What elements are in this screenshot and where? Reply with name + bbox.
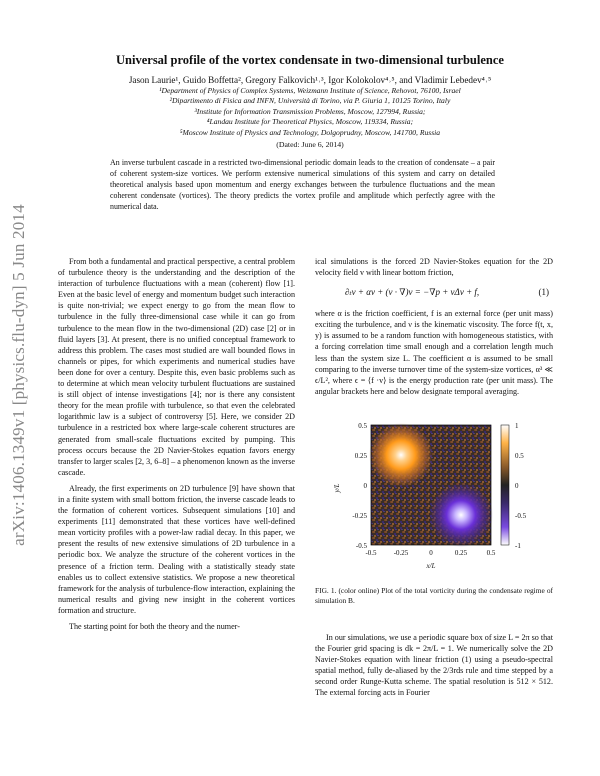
y-axis-label: y/L <box>333 483 341 493</box>
affiliation: ⁵Moscow Institute of Physics and Technology, Dolgoprudny, Moscow, 141700, Russia <box>179 127 441 137</box>
y-tick: 0.25 <box>354 452 367 460</box>
colorbar-tick: 0.5 <box>515 452 524 460</box>
colorbar-tick: 0 <box>515 482 519 490</box>
negative-vortex <box>429 483 493 547</box>
x-tick: 0.5 <box>486 549 496 557</box>
colorbar <box>501 425 509 545</box>
paragraph: The starting point for both the theory and the numer- <box>69 622 240 631</box>
paragraph: ical simulations is the forced 2D Navier-Stokes equation for the 2D velocity field v with linear bottom friction, <box>315 257 553 278</box>
paragraph: In our simulations, we use a periodic square box of size L = 2π so that the Fourier grid spacing is dk = 2π/L = 1. We numerically solve the 2D Navier-Stokes equation with linear friction (1) using a pseudo-spectral spatial method, fully de-aliased by the 2/3rds rule and time stepped by a second order Runge-Kutta scheme. The spatial resolution is 512 × 512. The external forcing acts in Fourier <box>315 633 553 698</box>
affiliation: ³Institute for Information Transmission Problems, Moscow, 127994, Russia; <box>194 106 426 116</box>
x-tick: 0 <box>429 549 433 557</box>
date-line: (Dated: June 6, 2014) <box>276 140 344 149</box>
paragraph: From both a fundamental and practical perspective, a central problem of turbulence theory is the understanding and the description of the interaction of turbulence fluctuations with a mean (coherent) flow [1]. Even at the basic level of energy and momentum budget such interaction is quite non-trivial; we expect energy to go from the mean flow to turbulence in the fully three-dimensional case while it can go from turbulence to the mean flow in the two-dimensional (2D) case [2] or in fluid layers [3]. At present, there is no unified conceptual framework to address this problem. The cases most studied are wall bounded flows in channels or pipes, for which experiments and numerical studies have been done for over a century. Despite this, even basic problems such as to determine at which mean velocity turbulent fluctuations are sustained is still object of intense investigations [4]; nor is there any consistent theory for the mean profile with turbulence, so that even the celebrated logarithmic law is a subject of controversy [5]. Here, we consider 2D turbulence in a restricted box where large-scale coherent structures are generated from small-scale fluctuations excited by pumping. This process occurs because the 2D Navier-Stokes equation favors energy transfer to larger scales [2, 3, 6–8] – a phenomenon known as the inverse cascade. <box>58 257 295 477</box>
affiliations <box>60 86 560 138</box>
x-tick: 0.25 <box>454 549 468 557</box>
x-tick: -0.25 <box>393 549 409 557</box>
equation-1 <box>315 278 553 308</box>
paragraph: where α is the friction coefficient, f is an external force (per unit mass) exciting the turbulence, and ν is the kinematic viscosity. The force f(t, x, y) is assumed to be a random function with homogeneous statistics, with a forcing correlation time small enough and a correlation length much less than the system size L. The coefficient α is assumed to be small comparing to the inverse turnover time of the system-size vortices, α³ ≪ ϵ/L², where ϵ = ⟨f ·v⟩ is the energy production rate (per unit mass). The angular brackets here and below designate temporal averaging. <box>315 309 553 396</box>
y-tick: 0.5 <box>358 422 367 430</box>
y-tick: -0.5 <box>355 542 367 550</box>
paper-title: Universal profile of the vortex condensate in two-dimensional turbulence <box>116 53 504 67</box>
arxiv-stamp <box>2 160 36 590</box>
paragraph: Already, the first experiments on 2D turbulence [9] have shown that in a finite system with small bottom friction, the inverse cascade leads to the formation of coherent vortices. Subsequent simulations [10] and experiments [11] demonstrated that these vortices have well-defined mean vorticity profiles with a power-law radial decay. In this paper, we present the results of new extensive simulations of 2D turbulence in a periodic box. We analyze the structure of the coherent vortices in the presence of a friction term. Dealing with a statistically steady state enables us to collect extensive statistics. We propose a new theoretical framework for the analysis of turbulence-flow interaction, explaining the numerical results and giving new insight in the coherent vortices formation and structure. <box>58 483 295 615</box>
y-tick: -0.25 <box>352 512 367 520</box>
affiliation: ⁴Landau Institute for Theoretical Physics, Moscow, 119334, Russia; <box>206 117 414 127</box>
author-list: Jason Laurie¹, Guido Boffetta², Gregory Falkovich¹˒³, Igor Kolokolov⁴˒⁵, and Vladimir Lebedev⁴˒⁵ <box>128 75 492 85</box>
arxiv-id: arXiv:1406.1349v1 [physics.flu-dyn] 5 Jun 2014 <box>9 204 28 546</box>
right-column <box>315 256 553 397</box>
plot-area <box>369 423 493 547</box>
vorticity-plot <box>325 417 545 582</box>
equation-number: (1) <box>538 287 549 298</box>
affiliation: ²Dipartimento di Fisica and INFN, Università di Torino, via P. Giuria 1, 10125 Torino, Italy <box>169 96 451 106</box>
positive-vortex <box>369 423 433 487</box>
colorbar-tick: -0.5 <box>515 512 527 520</box>
colorbar-tick: -1 <box>515 542 521 550</box>
equation-body: ∂ₜv + αv + (v · ∇)v = −∇p + νΔv + f, <box>345 287 480 298</box>
left-column <box>58 256 295 632</box>
colorbar-tick: 1 <box>515 422 519 430</box>
figure-1 <box>325 417 545 582</box>
right-column-continued <box>315 632 553 699</box>
x-axis-label: x/L <box>426 562 436 570</box>
abstract: An inverse turbulent cascade in a restricted two-dimensional periodic domain leads to the creation of condensate – a pair of coherent system-size vortices. We perform extensive numerical simulations of this system and carry on detailed theoretical analysis based upon momentum and energy exchanges between the turbulence fluctuations and the mean coherent condensate (vortices). The theory predicts the vortex profile and amplitude which perfectly agree with the numerical data. <box>110 158 495 211</box>
x-tick: -0.5 <box>365 549 377 557</box>
affiliation: ¹Department of Physics of Complex Systems, Weizmann Institute of Science, Rehovot, 76100, Israel <box>159 86 461 95</box>
figure-caption: FIG. 1. (color online) Plot of the total vorticity during the condensate regime of simulation B. <box>315 586 553 605</box>
y-tick: 0 <box>363 482 367 490</box>
